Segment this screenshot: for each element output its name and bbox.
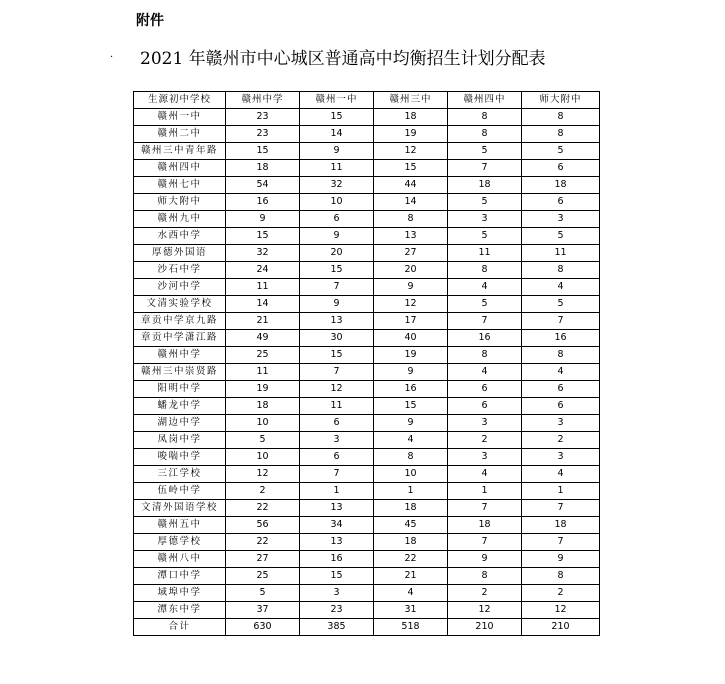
total-value: 630 [226, 619, 300, 636]
table-row [134, 381, 600, 398]
quota-value: 5 [448, 194, 522, 211]
quota-value: 7 [448, 160, 522, 177]
quota-value: 1 [300, 483, 374, 500]
table-row [134, 568, 600, 585]
quota-value: 16 [374, 381, 448, 398]
source-school-name: 厚德外国语 [134, 245, 226, 262]
quota-value: 7 [448, 500, 522, 517]
quota-value: 14 [226, 296, 300, 313]
quota-value: 7 [300, 279, 374, 296]
quota-value: 1 [522, 483, 600, 500]
quota-value: 21 [226, 313, 300, 330]
table-row [134, 160, 600, 177]
quota-value: 24 [226, 262, 300, 279]
source-school-name: 伍岭中学 [134, 483, 226, 500]
quota-value: 21 [374, 568, 448, 585]
quota-value: 3 [448, 415, 522, 432]
table-row [134, 296, 600, 313]
quota-value: 3 [522, 211, 600, 228]
quota-value: 4 [374, 432, 448, 449]
quota-value: 15 [226, 143, 300, 160]
quota-value: 10 [374, 466, 448, 483]
quota-value: 8 [522, 568, 600, 585]
quota-value: 4 [374, 585, 448, 602]
quota-value: 6 [522, 194, 600, 211]
source-school-name: 三江学校 [134, 466, 226, 483]
quota-value: 11 [448, 245, 522, 262]
quota-value: 22 [226, 534, 300, 551]
quota-value: 17 [374, 313, 448, 330]
quota-value: 34 [300, 517, 374, 534]
quota-value: 10 [300, 194, 374, 211]
source-school-name: 赣州七中 [134, 177, 226, 194]
quota-value: 3 [448, 449, 522, 466]
quota-value: 2 [522, 432, 600, 449]
quota-value: 12 [226, 466, 300, 483]
source-school-name: 域埠中学 [134, 585, 226, 602]
quota-value: 18 [522, 517, 600, 534]
column-header-high-school: 赣州中学 [226, 92, 300, 109]
quota-value: 9 [300, 296, 374, 313]
quota-value: 9 [522, 551, 600, 568]
table-row [134, 194, 600, 211]
quota-value: 8 [522, 262, 600, 279]
source-school-name: 沙石中学 [134, 262, 226, 279]
source-school-name: 蟠龙中学 [134, 398, 226, 415]
source-school-name: 水西中学 [134, 228, 226, 245]
quota-value: 3 [522, 449, 600, 466]
quota-value: 12 [374, 296, 448, 313]
quota-value: 27 [374, 245, 448, 262]
quota-value: 8 [448, 109, 522, 126]
table-row [134, 415, 600, 432]
quota-value: 13 [374, 228, 448, 245]
quota-value: 1 [374, 483, 448, 500]
source-school-name: 章贡中学京九路 [134, 313, 226, 330]
quota-value: 13 [300, 500, 374, 517]
quota-value: 8 [448, 347, 522, 364]
source-school-name: 赣州四中 [134, 160, 226, 177]
attachment-label: 附件 [136, 13, 164, 29]
table-row [134, 313, 600, 330]
quota-value: 11 [522, 245, 600, 262]
quota-value: 15 [374, 398, 448, 415]
quota-value: 14 [300, 126, 374, 143]
source-school-name: 赣州五中 [134, 517, 226, 534]
quota-value: 49 [226, 330, 300, 347]
quota-value: 19 [374, 347, 448, 364]
source-school-name: 赣州一中 [134, 109, 226, 126]
column-header-high-school: 赣州一中 [300, 92, 374, 109]
page-title: 2021 年赣州市中心城区普通高中均衡招生计划分配表 [140, 49, 546, 69]
table-row [134, 262, 600, 279]
quota-value: 5 [522, 296, 600, 313]
quota-value: 44 [374, 177, 448, 194]
source-school-name: 阳明中学 [134, 381, 226, 398]
quota-value: 18 [448, 177, 522, 194]
table-row [134, 551, 600, 568]
allocation-table [133, 91, 600, 636]
quota-value: 25 [226, 568, 300, 585]
quota-value: 7 [522, 534, 600, 551]
quota-value: 18 [448, 517, 522, 534]
quota-value: 10 [226, 415, 300, 432]
quota-value: 8 [448, 126, 522, 143]
source-school-name: 赣州三中崇贤路 [134, 364, 226, 381]
quota-value: 4 [448, 364, 522, 381]
quota-value: 5 [448, 143, 522, 160]
table-row [134, 143, 600, 160]
quota-value: 5 [522, 228, 600, 245]
total-row [134, 619, 600, 636]
quota-value: 56 [226, 517, 300, 534]
quota-value: 18 [374, 500, 448, 517]
quota-value: 6 [522, 398, 600, 415]
quota-value: 10 [226, 449, 300, 466]
quota-value: 13 [300, 313, 374, 330]
quota-value: 3 [448, 211, 522, 228]
table-row [134, 500, 600, 517]
quota-value: 16 [300, 551, 374, 568]
quota-value: 15 [300, 347, 374, 364]
quota-value: 20 [374, 262, 448, 279]
column-header-source-school: 生源初中学校 [134, 92, 226, 109]
source-school-name: 凤岗中学 [134, 432, 226, 449]
quota-value: 7 [522, 500, 600, 517]
column-header-high-school: 赣州四中 [448, 92, 522, 109]
quota-value: 8 [448, 568, 522, 585]
quota-value: 6 [300, 211, 374, 228]
table-row [134, 449, 600, 466]
quota-value: 18 [374, 534, 448, 551]
quota-value: 5 [448, 296, 522, 313]
quota-value: 11 [300, 160, 374, 177]
table-row [134, 347, 600, 364]
quota-value: 5 [448, 228, 522, 245]
table-row [134, 517, 600, 534]
quota-value: 30 [300, 330, 374, 347]
quota-value: 18 [522, 177, 600, 194]
column-header-high-school: 赣州三中 [374, 92, 448, 109]
quota-value: 8 [448, 262, 522, 279]
total-label: 合计 [134, 619, 226, 636]
table-header-row [134, 92, 600, 109]
quota-value: 6 [448, 381, 522, 398]
quota-value: 7 [300, 364, 374, 381]
quota-value: 6 [448, 398, 522, 415]
quota-value: 4 [522, 279, 600, 296]
quota-value: 27 [226, 551, 300, 568]
quota-value: 7 [448, 534, 522, 551]
quota-value: 37 [226, 602, 300, 619]
source-school-name: 师大附中 [134, 194, 226, 211]
quota-value: 18 [226, 398, 300, 415]
source-school-name: 赣州九中 [134, 211, 226, 228]
source-school-name: 厚德学校 [134, 534, 226, 551]
quota-value: 14 [374, 194, 448, 211]
quota-value: 9 [226, 211, 300, 228]
quota-value: 45 [374, 517, 448, 534]
quota-value: 4 [448, 279, 522, 296]
quota-value: 8 [522, 347, 600, 364]
quota-value: 1 [448, 483, 522, 500]
source-school-name: 文清实验学校 [134, 296, 226, 313]
quota-value: 5 [226, 432, 300, 449]
quota-value: 11 [226, 279, 300, 296]
quota-value: 6 [300, 415, 374, 432]
table-row [134, 466, 600, 483]
source-school-name: 潭口中学 [134, 568, 226, 585]
quota-value: 32 [300, 177, 374, 194]
quota-value: 31 [374, 602, 448, 619]
table-row [134, 126, 600, 143]
quota-value: 3 [300, 432, 374, 449]
quota-value: 32 [226, 245, 300, 262]
source-school-name: 章贡中学潇江路 [134, 330, 226, 347]
table-row [134, 585, 600, 602]
source-school-name: 湖边中学 [134, 415, 226, 432]
table-row [134, 602, 600, 619]
quota-value: 5 [522, 143, 600, 160]
quota-value: 9 [374, 415, 448, 432]
quota-value: 9 [374, 364, 448, 381]
quota-value: 54 [226, 177, 300, 194]
quota-value: 22 [374, 551, 448, 568]
quota-value: 12 [300, 381, 374, 398]
total-value: 210 [448, 619, 522, 636]
table-row [134, 534, 600, 551]
quota-value: 23 [226, 126, 300, 143]
quota-value: 16 [522, 330, 600, 347]
quota-value: 18 [374, 109, 448, 126]
source-school-name: 赣州二中 [134, 126, 226, 143]
quota-value: 8 [374, 449, 448, 466]
quota-value: 22 [226, 500, 300, 517]
source-school-name: 赣州中学 [134, 347, 226, 364]
table-row [134, 109, 600, 126]
quota-value: 7 [448, 313, 522, 330]
table-row [134, 228, 600, 245]
quota-value: 15 [300, 262, 374, 279]
quota-value: 15 [374, 160, 448, 177]
quota-value: 16 [226, 194, 300, 211]
quota-value: 23 [300, 602, 374, 619]
table-row [134, 211, 600, 228]
quota-value: 2 [522, 585, 600, 602]
quota-value: 7 [300, 466, 374, 483]
quota-value: 8 [522, 109, 600, 126]
source-school-name: 赣州三中青年路 [134, 143, 226, 160]
quota-value: 4 [522, 466, 600, 483]
quota-value: 16 [448, 330, 522, 347]
quota-value: 13 [300, 534, 374, 551]
bullet-dot: · [110, 52, 114, 63]
quota-value: 8 [522, 126, 600, 143]
total-value: 385 [300, 619, 374, 636]
quota-value: 12 [522, 602, 600, 619]
quota-value: 2 [448, 432, 522, 449]
column-header-high-school: 师大附中 [522, 92, 600, 109]
quota-value: 3 [522, 415, 600, 432]
source-school-name: 潭东中学 [134, 602, 226, 619]
quota-value: 9 [300, 143, 374, 160]
quota-value: 4 [522, 364, 600, 381]
table-row [134, 432, 600, 449]
table-row [134, 483, 600, 500]
table-row [134, 398, 600, 415]
table-row [134, 364, 600, 381]
table-row [134, 279, 600, 296]
quota-value: 9 [374, 279, 448, 296]
quota-value: 9 [300, 228, 374, 245]
source-school-name: 唆喘中学 [134, 449, 226, 466]
quota-value: 8 [374, 211, 448, 228]
total-value: 210 [522, 619, 600, 636]
quota-value: 20 [300, 245, 374, 262]
table-row [134, 177, 600, 194]
quota-value: 2 [448, 585, 522, 602]
quota-value: 19 [226, 381, 300, 398]
quota-value: 4 [448, 466, 522, 483]
quota-value: 12 [374, 143, 448, 160]
table-body [134, 109, 600, 636]
quota-value: 25 [226, 347, 300, 364]
table-row [134, 245, 600, 262]
quota-value: 6 [522, 160, 600, 177]
quota-value: 40 [374, 330, 448, 347]
quota-value: 5 [226, 585, 300, 602]
quota-value: 3 [300, 585, 374, 602]
source-school-name: 赣州八中 [134, 551, 226, 568]
quota-value: 11 [226, 364, 300, 381]
source-school-name: 沙河中学 [134, 279, 226, 296]
quota-value: 7 [522, 313, 600, 330]
quota-value: 9 [448, 551, 522, 568]
source-school-name: 文清外国语学校 [134, 500, 226, 517]
total-value: 518 [374, 619, 448, 636]
quota-value: 15 [300, 109, 374, 126]
quota-value: 15 [300, 568, 374, 585]
quota-value: 2 [226, 483, 300, 500]
quota-value: 11 [300, 398, 374, 415]
quota-value: 12 [448, 602, 522, 619]
table-row [134, 330, 600, 347]
quota-value: 6 [300, 449, 374, 466]
quota-value: 18 [226, 160, 300, 177]
quota-value: 19 [374, 126, 448, 143]
quota-value: 23 [226, 109, 300, 126]
quota-value: 6 [522, 381, 600, 398]
quota-value: 15 [226, 228, 300, 245]
